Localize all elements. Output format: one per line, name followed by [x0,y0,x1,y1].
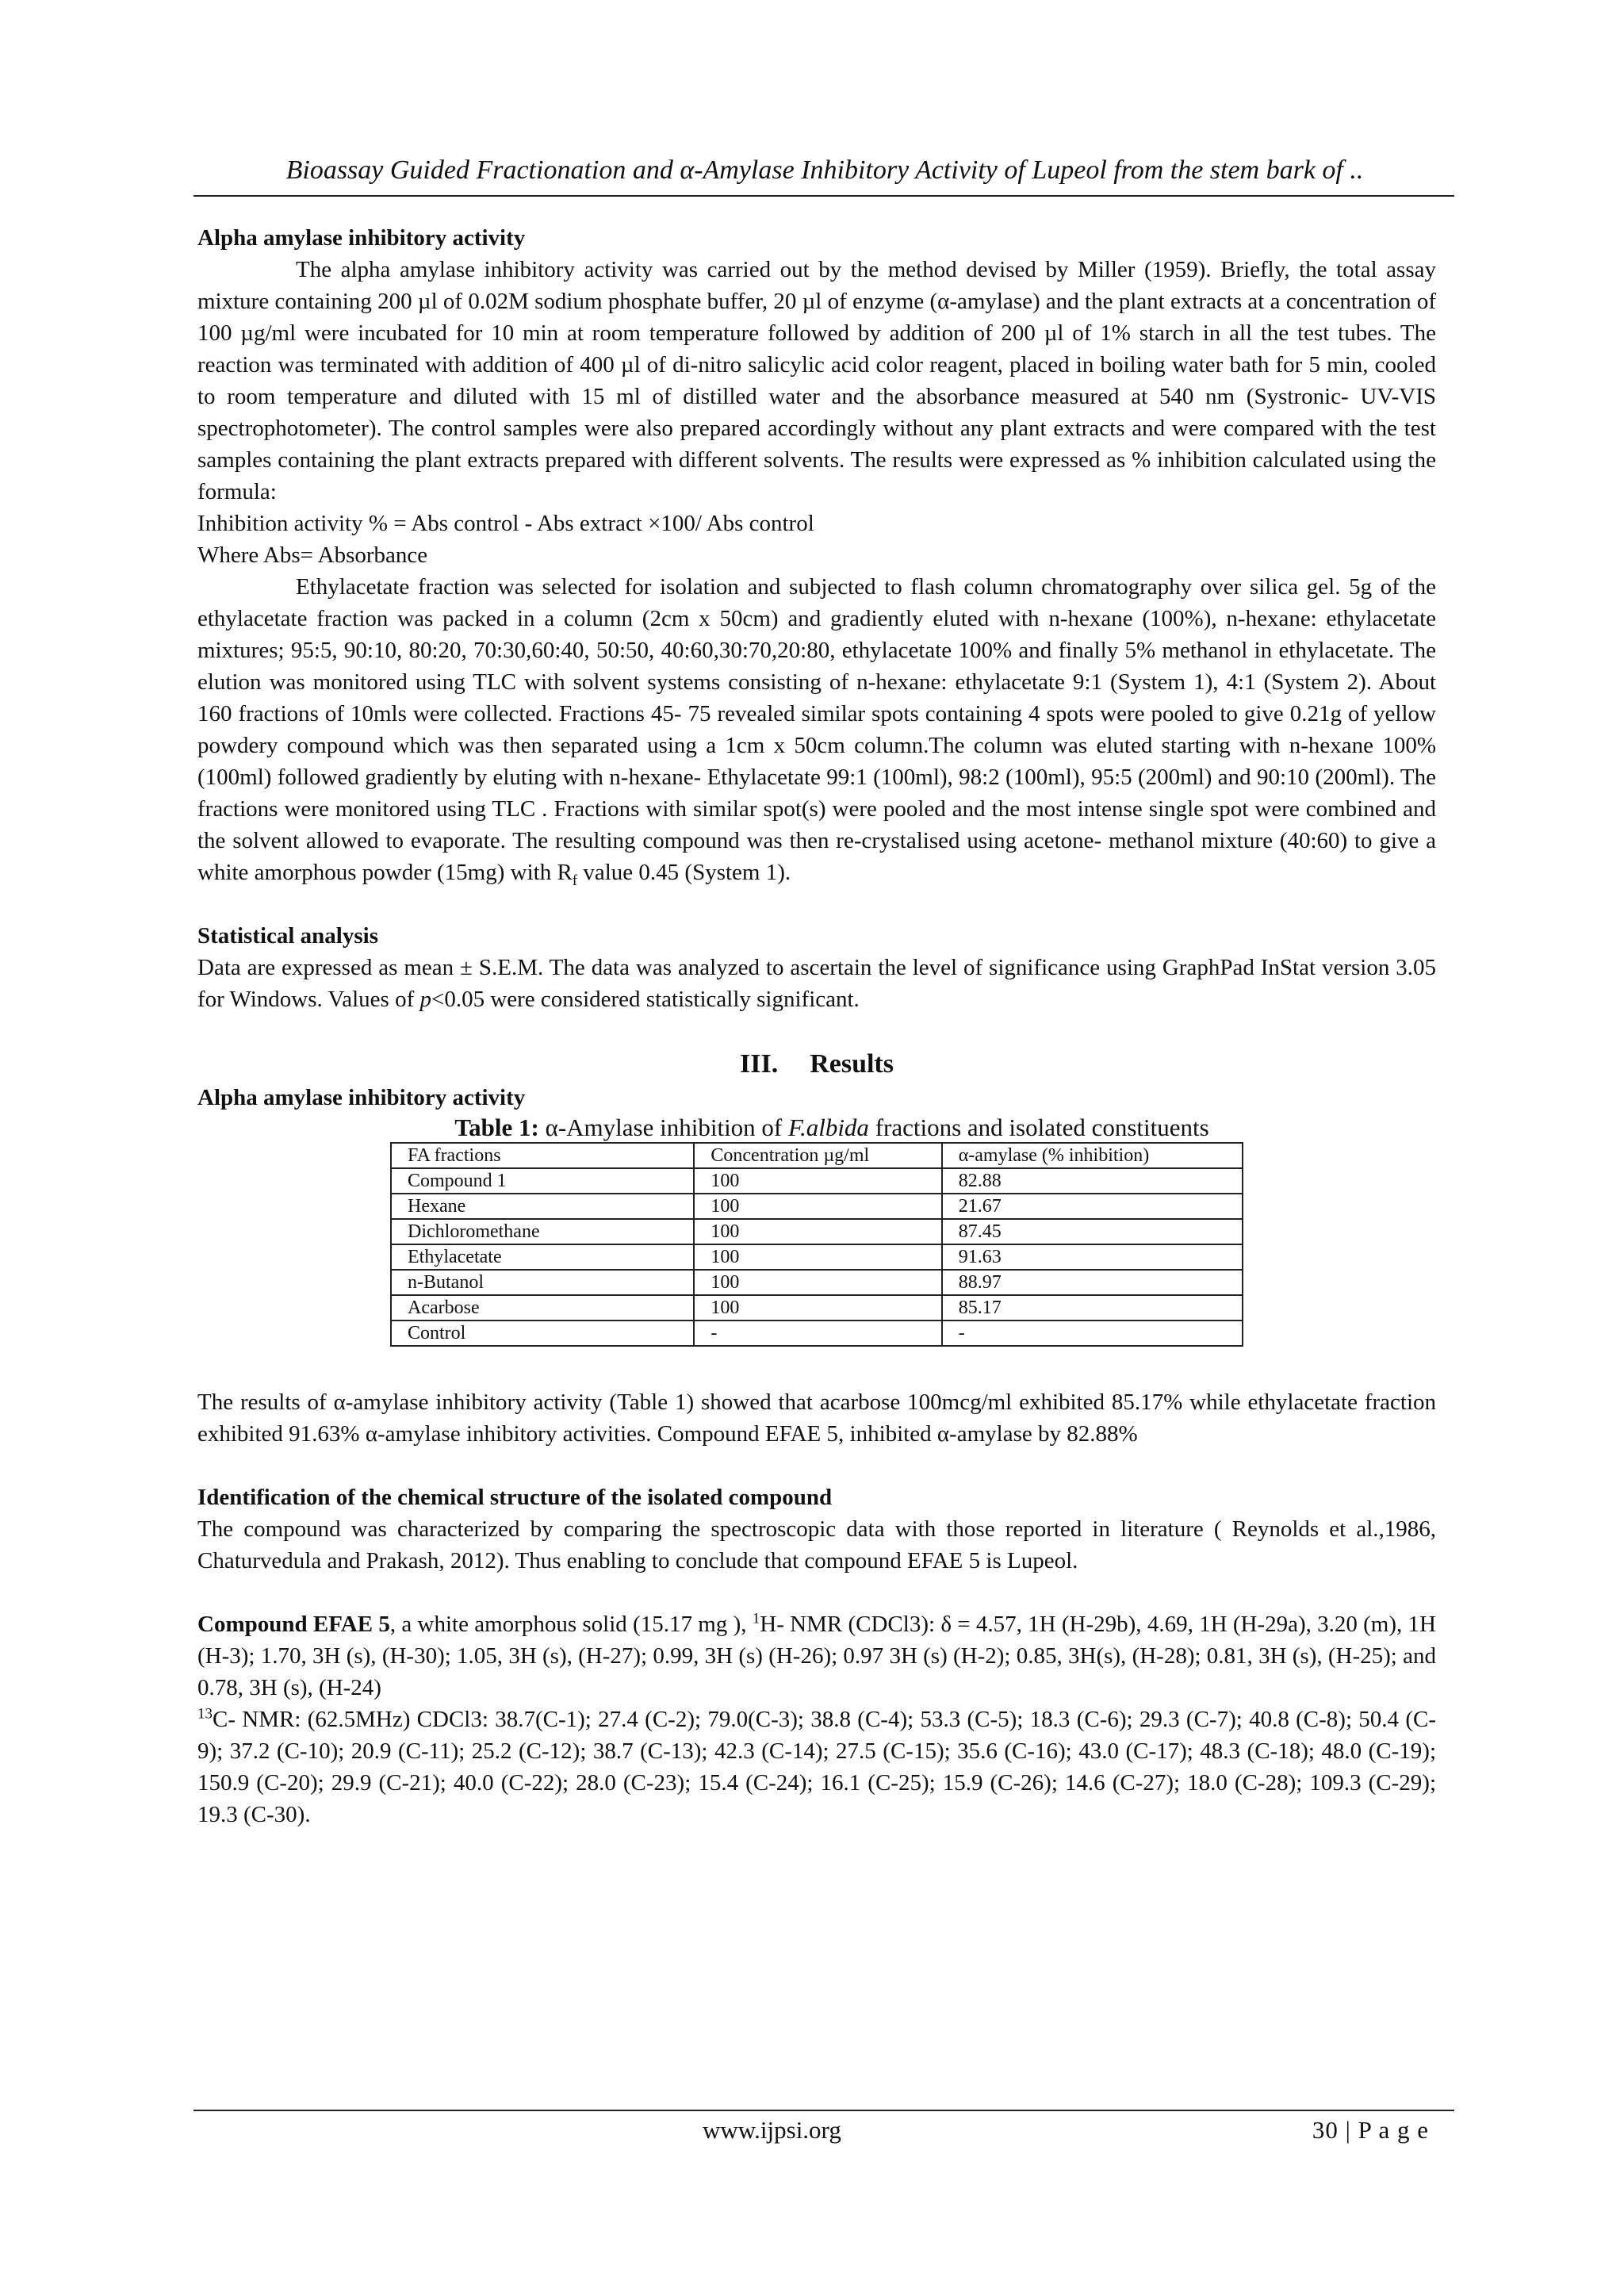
inhibition-table [390,1142,1243,1347]
results-sub-heading: Alpha amylase inhibitory activity [197,1085,526,1110]
c13-text: C- NMR: (62.5MHz) CDCl3: 38.7(C-1); 27.4 (C-2); 79.0(C-3); 38.8 (C-4); 53.3 (C-5); 18.3 (C-6); 29.3 (C-7); 40.8 (C-8); 50.4 (C-9); 37.2 (C-10); 20.9 (C-11); 25.2 (C-12); 38.7 (C-13); 42.3 (C-14); 27.5 (C-15); 35.6 (C-16); 43.0 (C-17); 48.3 (C-18); 48.0 (C-19); 150.9 (C-20); 29.9 (C-21); 40.0 (C-22); 28.0 (C-23); 15.4 (C-24); 16.1 (C-25); 15.9 (C-26); 14.6 (C-27); 18.0 (C-28); 109.3 (C-29); 19.3 (C-30). [197,1707,1436,1827]
table-cell: - [694,1320,941,1346]
footer-rule [193,2110,1454,2111]
table-cell: 88.97 [942,1270,1243,1295]
table-cell: Ethylacetate [391,1244,694,1270]
section-heading-identification: Identification of the chemical structure of the isolated compound [197,1485,833,1510]
table-cell: 91.63 [942,1244,1243,1270]
table-cell: Dichloromethane [391,1219,694,1244]
table-cell: 21.67 [942,1194,1243,1219]
table-header-cell: α-amylase (% inhibition) [942,1143,1243,1168]
table-cell: Hexane [391,1194,694,1219]
table-cell: Acarbose [391,1295,694,1320]
section-heading-alpha-amylase: Alpha amylase inhibitory activity [197,225,526,251]
paragraph-isolation [197,571,1436,888]
table-row [391,1194,1243,1219]
table-row [391,1320,1243,1346]
paragraph-compound-cnmr [197,1704,1436,1830]
footer-page-number: 30 | P a g e [1312,2116,1429,2144]
footer-website: www.ijpsi.org [703,2116,841,2144]
table-cell: 87.45 [942,1219,1243,1244]
table-caption-a: α-Amylase inhibition of [538,1114,789,1141]
c13-superscript: 13 [197,1705,213,1723]
table-row [391,1295,1243,1320]
rf-subscript: f [572,872,578,889]
table-cell: 85.17 [942,1295,1243,1320]
table-caption [404,1114,1260,1142]
results-label: Results [810,1049,894,1079]
table-cell: 100 [694,1219,941,1244]
table-cell: 100 [694,1295,941,1320]
table-row [391,1168,1243,1194]
table-row [391,1270,1243,1295]
formula-line: Inhibition activity % = Abs control - Abs extract ×100/ Abs control [197,511,814,536]
isolation-end: value 0.45 (System 1). [577,860,791,885]
paragraph-results: The results of α-amylase inhibitory activity (Table 1) showed that acarbose 100mcg/ml exhibited 85.17% while ethylacetate fraction exhibited 91.63% α-amylase inhibitory activities. Compound EFAE 5, inhibited α-amylase by 82.88% [197,1389,1436,1447]
compound-text-b: H- NMR (CDCl3): δ = 4.57, 1H (H-29b), 4.69, 1H (H-29a), 3.20 (m), 1H (H-3); 1.70, 3H (s), (H-30); 1.05, 3H (s), (H-27); 0.99, 3H (s) (H-26); 0.97 3H (s) (H-2); 0.85, 3H(s), (H-28); 0.81, 3H (s), (H-25); and 0.78, 3H (s), (H-24) [197,1612,1436,1700]
paragraph-statistical [197,952,1436,1015]
table-cell: 100 [694,1270,941,1295]
results-number: III. [740,1049,779,1079]
paragraph-identification: The compound was characterized by comparing the spectroscopic data with those reported in literature ( Reynolds et al.,1986, Chaturvedula and Prakash, 2012). Thus enabling to conclude that compound EFAE 5 is Lupeol. [197,1516,1436,1573]
h-superscript: 1 [752,1610,760,1627]
table-header-row [391,1143,1243,1168]
table-cell: 100 [694,1244,941,1270]
stat-text-b: <0.05 were considered statistically significant. [431,987,860,1012]
header-rule [193,195,1454,197]
isolation-text: Ethylacetate fraction was selected for isolation and subjected to flash column chromatography over silica gel. 5g of the ethylacetate fraction was packed in a column (2cm x 50cm) and gradiently eluted with n-hexane (100%), n-hexane: ethylacetate mixtures; 95:5, 90:10, 80:20, 70:30,60:40, 50:50, 40:60,30:70,20:80, ethylacetate 100% and finally 5% methanol in ethylacetate. The elution was monitored using TLC with solvent systems consisting of n-hexane: ethylacetate 9:1 (System 1), 4:1 (System 2). About 160 fractions of 10mls were collected. Fractions 45- 75 revealed similar spots containing 4 spots were pooled to give 0.21g of yellow powdery compound which was then separated using a 1cm x 50cm column.The column was eluted starting with n-hexane 100% (100ml) followed gradiently by eluting with n-hexane- Ethylacetate 99:1 (100ml), 98:2 (100ml), 95:5 (200ml) and 90:10 (200ml). The fractions were monitored using TLC . Fractions with similar spot(s) were pooled and the most intense single spot were combined and the solvent allowed to evaporate. The resulting compound was then re-crystalised using acetone- methanol mixture (40:60) to give a white amorphous powder (15mg) with R [197,574,1436,885]
page-content [197,222,1436,1830]
results-title [197,1047,1436,1082]
where-line: Where Abs= Absorbance [197,542,428,568]
table-cell: Control [391,1320,694,1346]
table-row [391,1219,1243,1244]
running-header: Bioassay Guided Fractionation and α-Amylase Inhibitory Activity of Lupeol from the stem bark of .. [285,155,1364,185]
table-header-cell: Concentration µg/ml [694,1143,941,1168]
compound-text-a: , a white amorphous solid (15.17 mg ), [389,1612,753,1637]
table-cell: 100 [694,1194,941,1219]
stat-p-italic: p [419,987,431,1012]
table-cell: n-Butanol [391,1270,694,1295]
table-cell: 82.88 [942,1168,1243,1194]
table-header-cell: FA fractions [391,1143,694,1168]
table-caption-label: Table 1: [454,1114,539,1141]
compound-label: Compound EFAE 5 [197,1612,390,1637]
table-cell: 100 [694,1168,941,1194]
table-row [391,1244,1243,1270]
table-caption-b: fractions and isolated constituents [868,1114,1209,1141]
paragraph-compound-hnmr [197,1608,1436,1704]
table-cell: Compound 1 [391,1168,694,1194]
table-cell: - [942,1320,1243,1346]
table-caption-species: F.albida [788,1114,869,1141]
stat-text-a: Data are expressed as mean ± S.E.M. The data was analyzed to ascertain the level of significance using GraphPad InStat version 3.05 for Windows. Values of [197,955,1436,1012]
section-heading-statistical: Statistical analysis [197,923,378,949]
paragraph-alpha-method: The alpha amylase inhibitory activity was carried out by the method devised by Miller (1959). Briefly, the total assay mixture containing 200 µl of 0.02M sodium phosphate buffer, 20 µl of enzyme (α-amylase) and the plant extracts at a concentration of 100 µg/ml were incubated for 10 min at room temperature followed by addition of 200 µl of 1% starch in all the test tubes. The reaction was terminated with addition of 400 µl of di-nitro salicylic acid color reagent, placed in boiling water bath for 5 min, cooled to room temperature and diluted with 15 ml of distilled water and the absorbance measured at 540 nm (Systronic- UV-VIS spectrophotometer). The control samples were also prepared accordingly without any plant extracts and were compared with the test samples containing the plant extracts prepared with different solvents. The results were expressed as % inhibition calculated using the formula: [197,257,1436,504]
